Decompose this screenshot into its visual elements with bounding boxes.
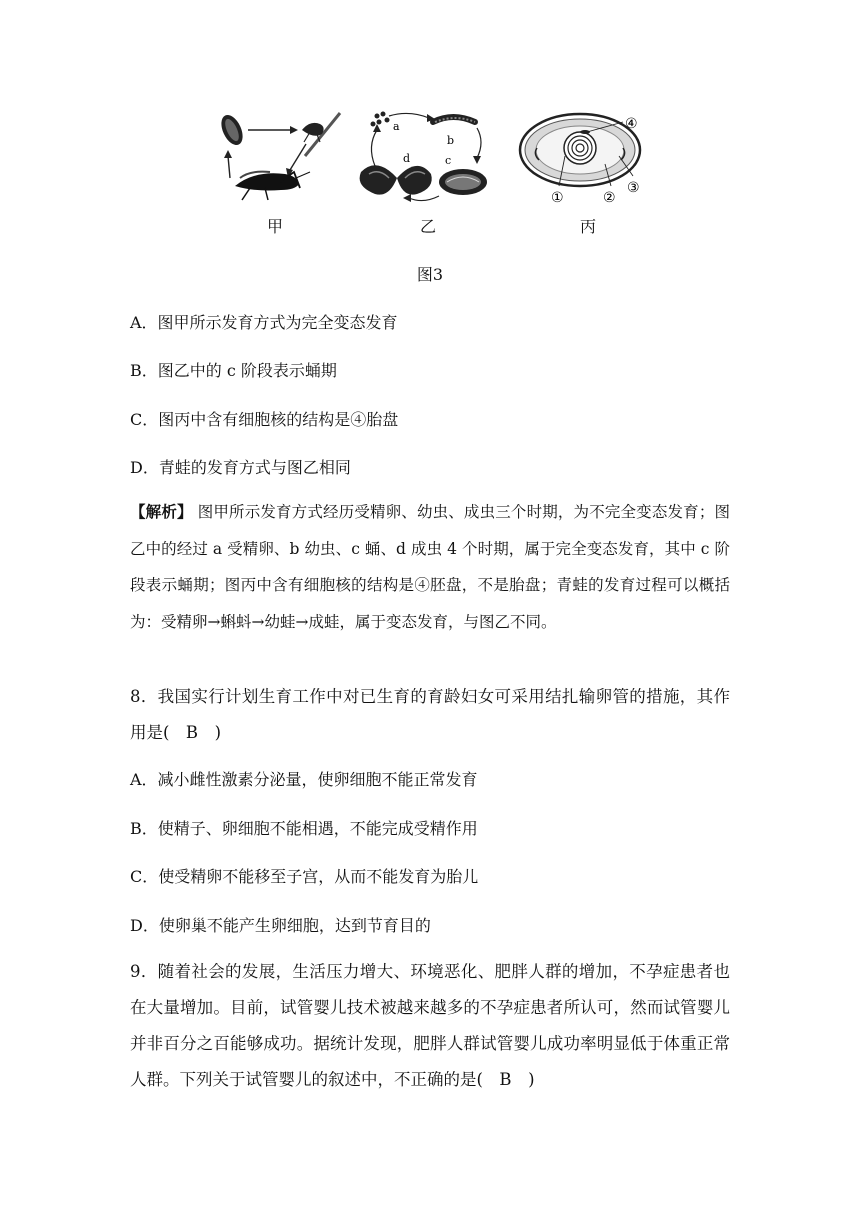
bing-marker-1: ①	[551, 190, 564, 206]
q8-stem: 8．我国实行计划生育工作中对已生育的育龄妇女可采用结扎输卵管的措施，其作用是( B )	[130, 687, 730, 742]
figure-yi-butterfly-cycle	[355, 108, 495, 208]
analysis-label: 【解析】	[130, 502, 193, 521]
q8-option-d: D．使卵巢不能产生卵细胞，达到节育目的	[130, 916, 431, 935]
figure-jia-grasshopper-cycle	[210, 108, 345, 203]
figure-label-yi: 乙	[420, 217, 437, 236]
yi-letter-c: c	[445, 154, 452, 167]
q9-stem: 9．随着社会的发展，生活压力增大、环境恶化、肥胖人群的增加，不孕症患者也在大量增加。目前，试管婴儿技术被越来越多的不孕症患者所认可，然而试管婴儿并非百分之百能够成功。据统计发现，肥胖人群试管婴儿成功率明显低于体重正常人群。下列关于试管婴儿的叙述中，不正确的是( B )	[130, 962, 730, 1089]
q7-option-d: D．青蛙的发育方式与图乙相同	[130, 458, 351, 477]
bing-marker-3: ③	[627, 180, 640, 196]
q8-option-c: C．使受精卵不能移至子宫，从而不能发育为胎儿	[130, 867, 479, 886]
yi-letter-d: d	[403, 152, 411, 165]
figure-label-jia: 甲	[267, 217, 284, 236]
bing-marker-4: ④	[625, 116, 638, 132]
q8-option-a: A．减小雌性激素分泌量，使卵细胞不能正常发育	[130, 770, 478, 789]
figure-caption: 图3	[416, 265, 444, 284]
q8-option-b: B．使精子、卵细胞不能相遇，不能完成受精作用	[130, 819, 478, 838]
analysis-text: 图甲所示发育方式经历受精卵、幼虫、成虫三个时期，为不完全变态发育；图乙中的经过 a 受精卵、b 幼虫、c 蛹、d 成虫 4 个时期，属于完全变态发育，其中 c 阶段表示蛹期；图丙中含有细胞核的结构是④胚盘，不是胎盘；青蛙的发育过程可以概括为：受精卵→蝌蚪→幼蛙→成蛙，属于变态发育，与图乙不同。	[130, 503, 730, 631]
bing-marker-2: ②	[603, 190, 616, 206]
figure-3	[205, 108, 665, 208]
q7-option-b: B．图乙中的 c 阶段表示蛹期	[130, 361, 337, 380]
figure-label-bing: 丙	[580, 217, 597, 236]
q7-analysis	[130, 494, 730, 640]
q7-option-c: C．图丙中含有细胞核的结构是④胎盘	[130, 410, 399, 429]
figure-bing-egg-structure	[515, 108, 665, 208]
q7-option-a: A．图甲所示发育方式为完全变态发育	[130, 313, 398, 332]
yi-letter-a: a	[393, 120, 400, 133]
yi-letter-b: b	[447, 134, 455, 147]
